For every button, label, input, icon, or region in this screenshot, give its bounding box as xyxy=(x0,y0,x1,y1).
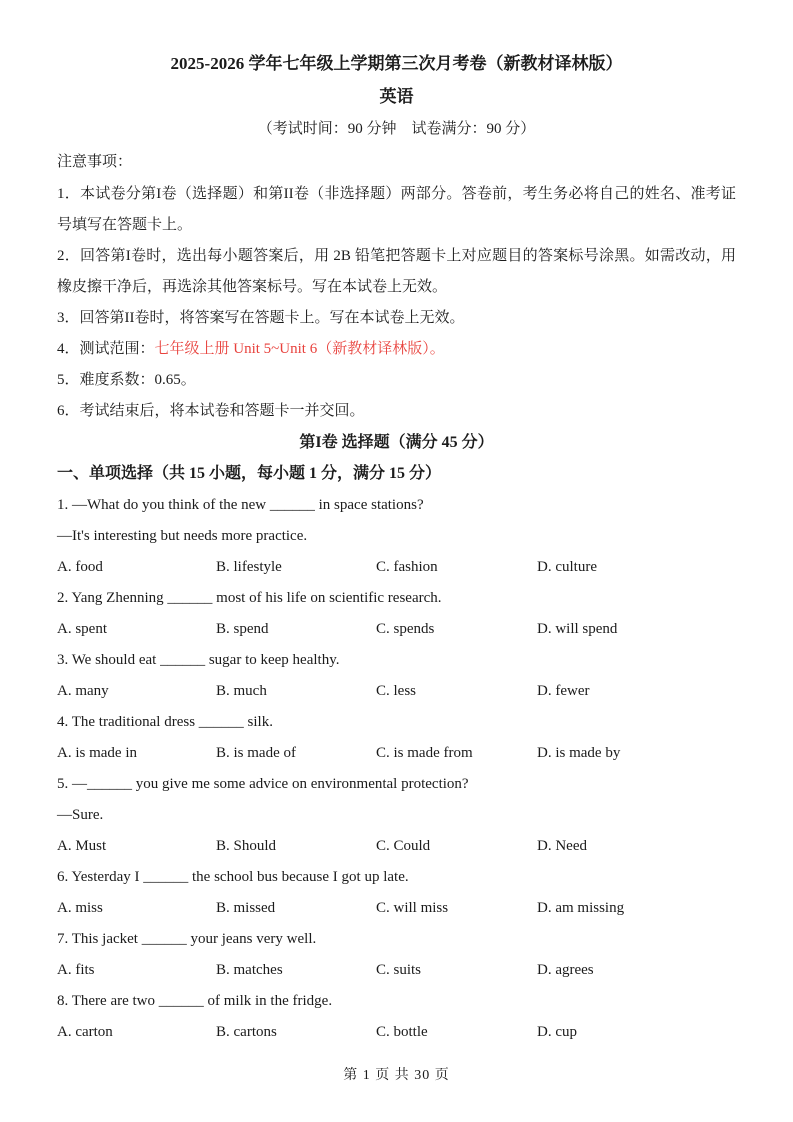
question-6-options xyxy=(57,893,736,924)
option-b: B. lifestyle xyxy=(216,559,282,575)
question-5-reply: —Sure. xyxy=(57,807,104,823)
option-d: D. agrees xyxy=(537,962,594,978)
option-b: B. matches xyxy=(216,962,283,978)
option-c: C. spends xyxy=(376,621,435,637)
option-b: B. cartons xyxy=(216,1024,277,1040)
notice-item-3: 3．回答第II卷时，将答案写在答题卡上。写在本试卷上无效。 xyxy=(57,310,465,326)
option-a: A. fits xyxy=(57,962,95,978)
option-a: A. is made in xyxy=(57,745,137,761)
question-5-text: 5. —______ you give me some advice on environmental protection? xyxy=(57,776,469,792)
question-1-reply: —It's interesting but needs more practice. xyxy=(57,528,308,544)
option-a: A. food xyxy=(57,559,103,575)
subject-title: 英语 xyxy=(379,87,414,106)
question-7-text: 7. This jacket ______ your jeans very well. xyxy=(57,931,317,947)
option-b: B. Should xyxy=(216,838,277,854)
option-d: D. is made by xyxy=(537,745,621,761)
question-7 xyxy=(57,924,736,986)
page-number-footer: 第 1 页 共 30 页 xyxy=(343,1068,450,1083)
option-d: D. culture xyxy=(537,559,597,575)
option-a: A. spent xyxy=(57,621,107,637)
option-c: C. is made from xyxy=(376,745,473,761)
question-4-text: 4. The traditional dress ______ silk. xyxy=(57,714,273,730)
option-b: B. is made of xyxy=(216,745,296,761)
notice-heading: 注意事项： xyxy=(57,154,133,170)
question-2-options xyxy=(57,614,736,645)
question-4 xyxy=(57,707,736,769)
exam-info-line: （考试时间：90 分钟 试卷满分：90 分） xyxy=(257,121,536,137)
option-c: C. bottle xyxy=(376,1024,428,1040)
option-c: C. fashion xyxy=(376,559,438,575)
question-8-text: 8. There are two ______ of milk in the fridge. xyxy=(57,993,333,1009)
option-a: A. miss xyxy=(57,900,103,916)
question-5 xyxy=(57,769,736,862)
question-6 xyxy=(57,862,736,924)
test-scope-red-text: 七年级上册 Unit 5~Unit 6（新教材译林版）。 xyxy=(154,341,445,357)
option-d: D. cup xyxy=(537,1024,577,1040)
question-1 xyxy=(57,490,736,583)
notice-item-1: 1．本试卷分第I卷（选择题）和第II卷（非选择题）两部分。答卷前，考生务必将自己的姓名、准考证号填写在答题卡上。 xyxy=(57,186,736,233)
notice-section xyxy=(57,146,736,427)
option-d: D. am missing xyxy=(537,900,625,916)
notice-item-2: 2．回答第I卷时，选出每小题答案后，用 2B 铅笔把答题卡上对应题目的答案标号涂黑。如需改动，用橡皮擦干净后，再选涂其他答案标号。写在本试卷上无效。 xyxy=(57,248,736,295)
option-b: B. spend xyxy=(216,621,269,637)
question-3 xyxy=(57,645,736,707)
option-c: C. Could xyxy=(376,838,431,854)
question-3-text: 3. We should eat ______ sugar to keep healthy. xyxy=(57,652,340,668)
option-b: B. much xyxy=(216,683,267,699)
option-c: C. suits xyxy=(376,962,422,978)
option-a: A. many xyxy=(57,683,109,699)
option-a: A. Must xyxy=(57,838,107,854)
option-d: D. will spend xyxy=(537,621,618,637)
option-c: C. less xyxy=(376,683,417,699)
question-3-options xyxy=(57,676,736,707)
notice-item-4-prefix: 4．测试范围： xyxy=(57,341,155,357)
option-d: D. Need xyxy=(537,838,587,854)
question-6-text: 6. Yesterday I ______ the school bus because I got up late. xyxy=(57,869,409,885)
question-4-options xyxy=(57,738,736,769)
question-list xyxy=(57,490,736,1048)
section1-title: 一、单项选择（共 15 小题，每小题 1 分，满分 15 分） xyxy=(57,465,442,482)
question-2 xyxy=(57,583,736,645)
option-a: A. carton xyxy=(57,1024,113,1040)
question-8 xyxy=(57,986,736,1048)
notice-item-6: 6．考试结束后，将本试卷和答题卡一并交回。 xyxy=(57,403,365,419)
page-title: 2025-2026 学年七年级上学期第三次月考卷（新教材译林版） xyxy=(170,54,623,73)
option-c: C. will miss xyxy=(376,900,449,916)
part1-title: 第I卷 选择题（满分 45 分） xyxy=(299,434,494,451)
question-1-options xyxy=(57,552,736,583)
notice-item-5: 5．难度系数：0.65。 xyxy=(57,372,196,388)
notice-item-4 xyxy=(57,334,736,365)
question-1-text: 1. —What do you think of the new ______ in space stations? xyxy=(57,497,424,513)
question-5-options xyxy=(57,831,736,862)
option-d: D. fewer xyxy=(537,683,590,699)
option-b: B. missed xyxy=(216,900,276,916)
question-8-options xyxy=(57,1017,736,1048)
question-7-options xyxy=(57,955,736,986)
question-2-text: 2. Yang Zhenning ______ most of his life on scientific research. xyxy=(57,590,442,606)
